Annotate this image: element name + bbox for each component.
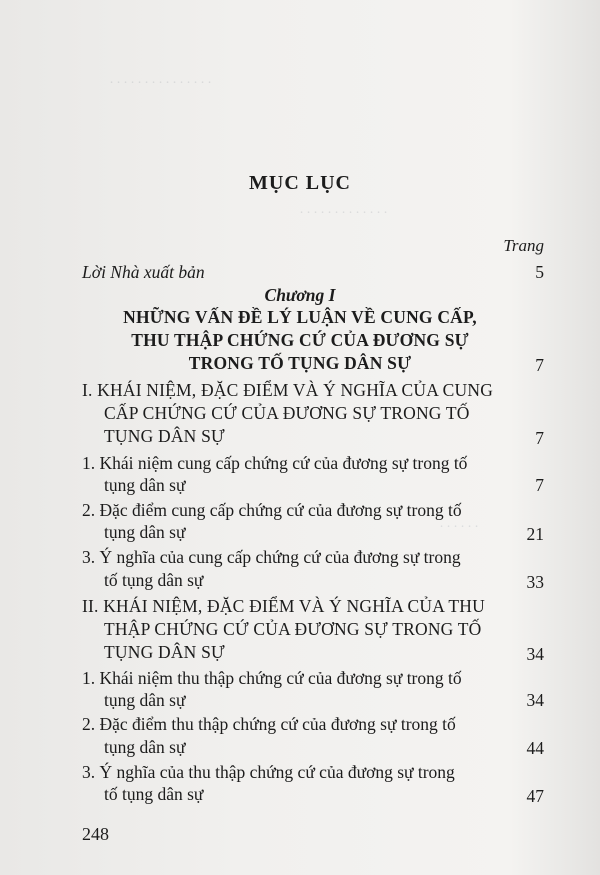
- section-title-line: TỤNG DÂN SỰ: [104, 426, 225, 446]
- show-through-texture: · · · · · · · · · · · · · · ·: [110, 76, 212, 91]
- toc-entry-page: 44: [526, 738, 544, 758]
- subsection-title-line: 3. Ý nghĩa của thu thập chứng cứ của đương sự trong: [82, 762, 455, 782]
- subsection-title-line: 1. Khái niệm cung cấp chứng cứ của đương sự trong tố: [82, 453, 468, 473]
- subsection-title-line: tố tụng dân sự: [104, 784, 204, 804]
- subsection-title-line: 2. Đặc điểm thu thập chứng cứ của đương sự trong tố: [82, 714, 456, 734]
- section-title-line: THẬP CHỨNG CỨ CỦA ĐƯƠNG SỰ TRONG TỐ: [104, 619, 482, 639]
- toc-entry-page: 7: [535, 428, 544, 448]
- page-number: 248: [82, 824, 109, 844]
- toc-entry-page: 21: [526, 524, 544, 544]
- show-through-texture: · · · · · ·: [440, 520, 479, 535]
- subsection-title-line: 2. Đặc điểm cung cấp chứng cứ của đương sự trong tố: [82, 500, 462, 520]
- toc-entry-page: 33: [526, 572, 544, 592]
- show-through-texture: · · · · · · · · · · · · ·: [300, 206, 388, 221]
- subsection-title-line: tố tụng dân sự: [104, 570, 204, 590]
- chapter-title-line: THU THẬP CHỨNG CỨ CỦA ĐƯƠNG SỰ: [131, 330, 469, 350]
- chapter-label: Chương I: [264, 285, 336, 305]
- section-title-line: I. KHÁI NIỆM, ĐẶC ĐIỂM VÀ Ý NGHĨA CỦA CUNG: [82, 380, 494, 400]
- chapter-title-line: NHỮNG VẤN ĐỀ LÝ LUẬN VỀ CUNG CẤP,: [123, 307, 477, 327]
- toc-entry-page: 47: [526, 786, 544, 806]
- subsection-title-line: tụng dân sự: [104, 690, 186, 710]
- toc-entry-page: 34: [526, 690, 544, 710]
- toc-entry-page: 34: [526, 644, 544, 664]
- section-title-line: II. KHÁI NIỆM, ĐẶC ĐIỂM VÀ Ý NGHĨA CỦA THU: [82, 596, 485, 616]
- page-column-header: Trang: [503, 236, 544, 255]
- toc-entry-page: 7: [535, 475, 544, 495]
- subsection-title-line: 1. Khái niệm thu thập chứng cứ của đương sự trong tố: [82, 668, 462, 688]
- chapter-title-line: TRONG TỐ TỤNG DÂN SỰ: [188, 353, 412, 373]
- toc-entry-page: 5: [535, 262, 544, 282]
- toc-entry-foreword: Lời Nhà xuất bản: [82, 262, 205, 282]
- subsection-title-line: tụng dân sự: [104, 737, 186, 757]
- subsection-title-line: tụng dân sự: [104, 522, 186, 542]
- section-title-line: CẤP CHỨNG CỨ CỦA ĐƯƠNG SỰ TRONG TỐ: [104, 403, 470, 423]
- subsection-title-line: 3. Ý nghĩa của cung cấp chứng cứ của đương sự trong: [82, 547, 461, 567]
- toc-entry-page: 7: [535, 355, 544, 375]
- toc-title: MỤC LỤC: [249, 172, 351, 194]
- section-title-line: TỤNG DÂN SỰ: [104, 642, 225, 662]
- subsection-title-line: tụng dân sự: [104, 475, 186, 495]
